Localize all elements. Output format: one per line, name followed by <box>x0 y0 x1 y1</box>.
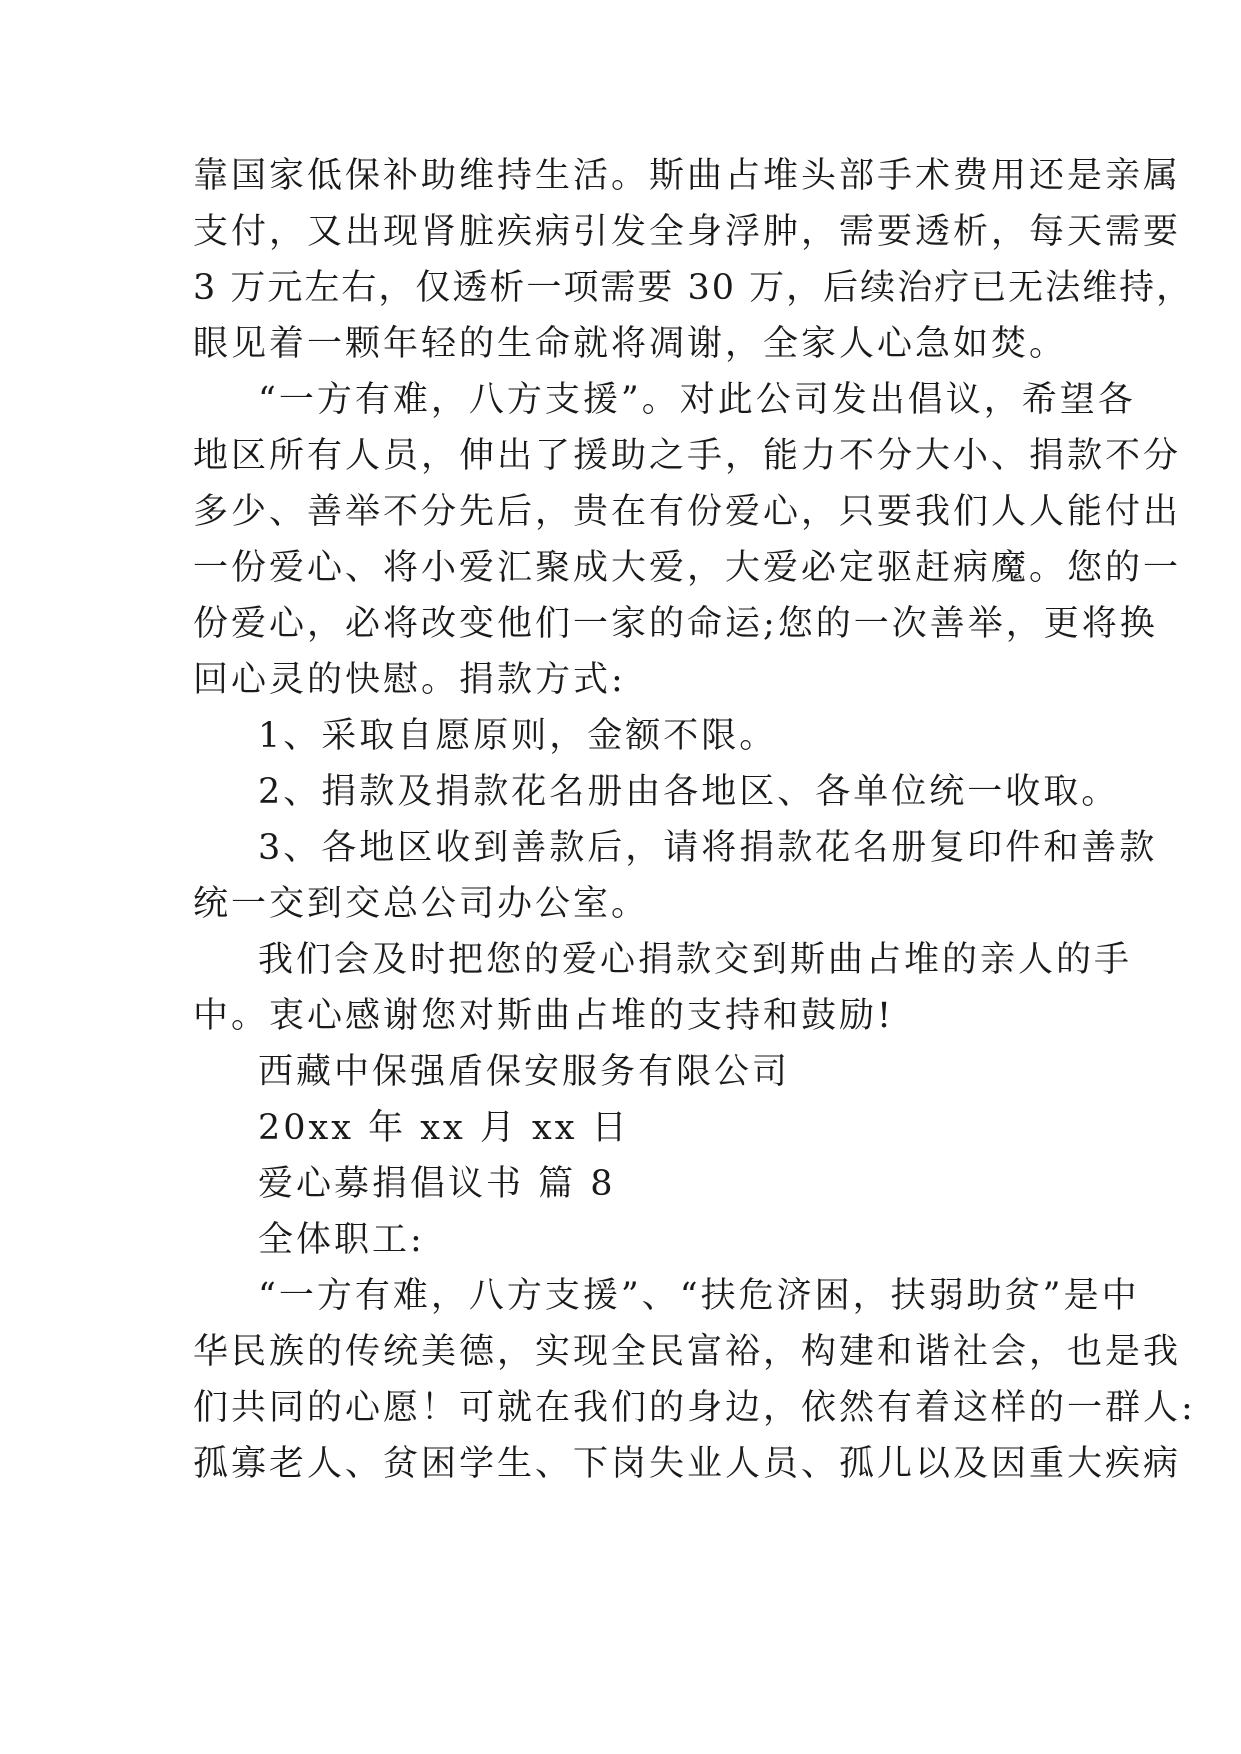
text-line: 中。衷心感谢您对斯曲占堆的支持和鼓励! <box>193 996 895 1036</box>
text-line: 孤寡老人、贫困学生、下岗失业人员、孤儿以及因重大疾病 <box>193 1444 1182 1484</box>
list-item-1: 1、采取自愿原则，金额不限。 <box>258 716 778 756</box>
list-item-3: 3、各地区收到善款后，请将捐款花名册复印件和善款 <box>258 828 1158 868</box>
text-line: 3 万元左右，仅透析一项需要 30 万，后续治疗已无法维持， <box>193 268 1194 308</box>
text-line: 华民族的传统美德，实现全民富裕，构建和谐社会，也是我 <box>193 1332 1182 1372</box>
text-line: 眼见着一颗年轻的生命就将凋谢，全家人心急如焚。 <box>193 324 1068 364</box>
text-line: 地区所有人员，伸出了援助之手，能力不分大小、捐款不分 <box>193 436 1182 476</box>
text-line: 回心灵的快慰。捐款方式: <box>193 660 626 700</box>
text-line: 靠国家低保补助维持生活。斯曲占堆头部手术费用还是亲属 <box>193 156 1182 196</box>
signature-company: 西藏中保强盾保安服务有限公司 <box>258 1052 791 1092</box>
text-line: 我们会及时把您的爱心捐款交到斯曲占堆的亲人的手 <box>258 940 1133 980</box>
text-line: 一份爱心、将小爱汇聚成大爱，大爱必定驱赶病魔。您的一 <box>193 548 1182 588</box>
text-line: 支付，又出现肾脏疾病引发全身浮肿，需要透析，每天需要 <box>193 212 1182 252</box>
section-title: 爱心募捐倡议书 篇 8 <box>258 1164 616 1204</box>
text-line: 多少、善举不分先后，贵在有份爱心，只要我们人人能付出 <box>193 492 1182 532</box>
signature-date: 20xx 年 xx 月 xx 日 <box>258 1108 630 1148</box>
salutation: 全体职工: <box>258 1220 425 1260</box>
text-line: 份爱心，必将改变他们一家的命运;您的一次善举，更将换 <box>193 604 1158 644</box>
list-item-2: 2、捐款及捐款花名册由各地区、各单位统一收取。 <box>258 772 1120 812</box>
text-line: “一方有难，八方支援”。对此公司发出倡议，希望各 <box>258 380 1136 420</box>
text-line: “一方有难，八方支援”、“扶危济困，扶弱助贫”是中 <box>258 1276 1140 1316</box>
text-line: 统一交到交总公司办公室。 <box>193 884 650 924</box>
text-line: 们共同的心愿！可就在我们的身边，依然有着这样的一群人: <box>193 1388 1196 1428</box>
